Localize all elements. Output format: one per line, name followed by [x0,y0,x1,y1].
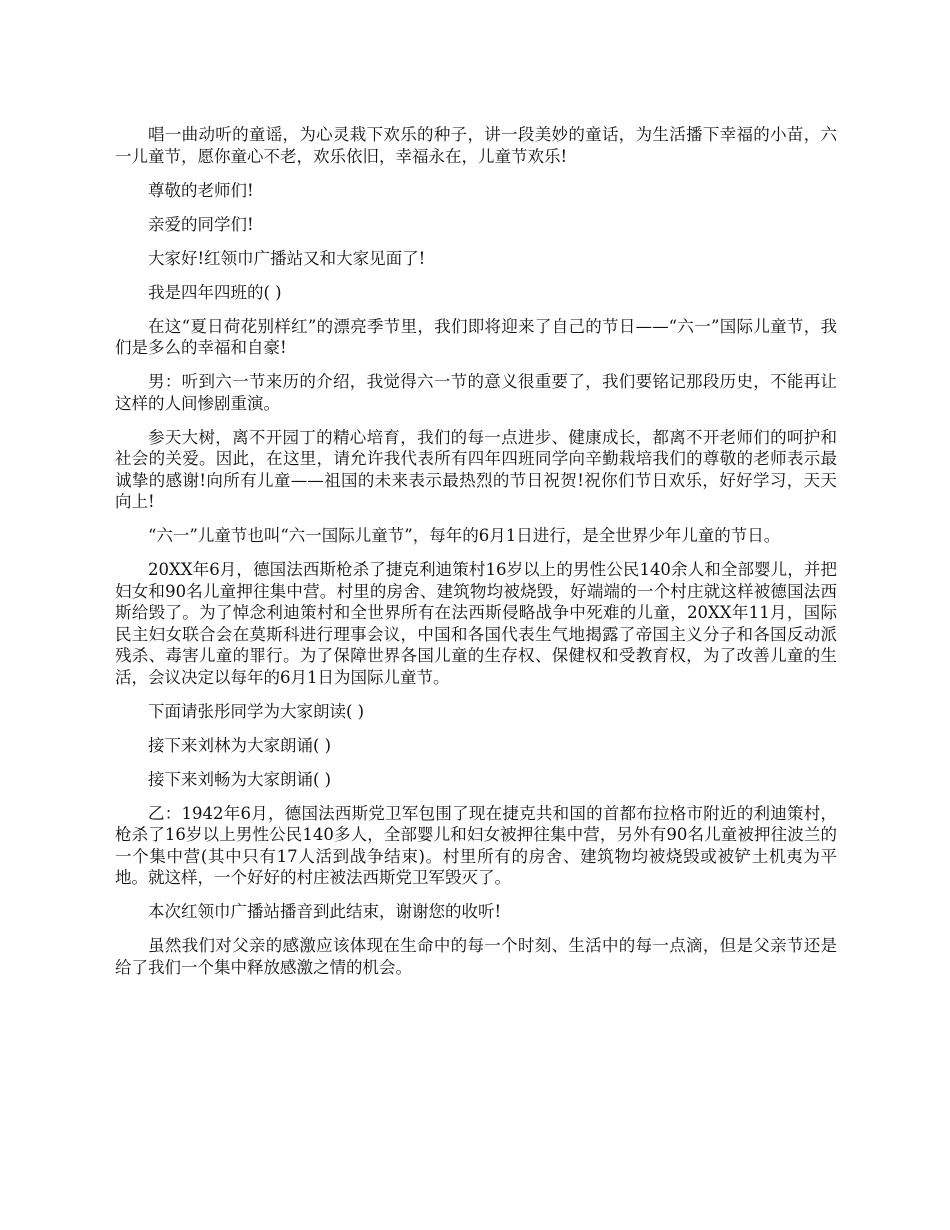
paragraph-reading-2: 接下来刘林为大家朗诵( ) [148,735,332,755]
paragraph-thanks: 参天大树，离不开园丁的精心培育，我们的每一点进步、健康成长，都离不开老师们的呵护和社会的关爱。因此，在这里，请允许我代表所有四年四班同学向辛勤栽培我们的尊敬的老师表示最诚挚的感谢!向所有儿童——祖国的未来表示最热烈的节日祝贺!祝你们节日欢乐，好好学习，天天向上! [115,427,837,511]
paragraph-greeting-teachers: 尊敬的老师们! [148,180,254,200]
paragraph-intro: 唱一曲动听的童谣，为心灵栽下欢乐的种子，讲一段美妙的童话，为生活播下幸福的小苗，六一儿童节，愿你童心不老，欢乐依旧，幸福永在，儿童节欢乐! [115,125,837,166]
paragraph-fathers-day: 虽然我们对父亲的感激应该体现在生命中的每一个时刻、生活中的每一点滴，但是父亲节还是给了我们一个集中释放感激之情的机会。 [115,936,837,977]
paragraph-definition: “六一”儿童节也叫“六一国际儿童节”，每年的6月1日进行，是全世界少年儿童的节日。 [148,526,781,545]
paragraph-class-intro: 我是四年四班的( ) [148,282,282,302]
document-body [115,124,837,991]
paragraph-hello: 大家好!红领巾广播站又和大家见面了! [148,248,426,268]
paragraph-reading-3: 接下来刘畅为大家朗诵( ) [148,769,332,789]
paragraph-closing: 本次红领巾广播站播音到此结束，谢谢您的收听! [148,902,502,921]
paragraph-reading-1: 下面请张彤同学为大家朗读( ) [148,701,365,721]
paragraph-origin: 20XX年6月，德国法西斯枪杀了捷克利迪策村16岁以上的男性公民140余人和全部婴儿，并把妇女和90名儿童押往集中营。村里的房舍、建筑物均被烧毁，好端端的一个村庄就这样被德国法西斯给毁了。为了悼念利迪策村和全世界所有在法西斯侵略战争中死难的儿童，20XX年11月，国际民主妇女联合会在莫斯科进行理事会议，中国和各国代表生气地揭露了帝国主义分子和各国反动派残杀、毒害儿童的罪行。为了保障世界各国儿童的生存权、保健权和受教育权，为了改善儿童的生活，会议决定以每年的6月1日为国际儿童节。 [115,560,837,687]
paragraph-history-b: 乙：1942年6月，德国法西斯党卫军包围了现在捷克共和国的首都布拉格市附近的利迪策村，枪杀了16岁以上男性公民140多人，全部婴儿和妇女被押往集中营，另外有90名儿童被押往波兰的一个集中营(其中只有17人活到战争结束)。村里所有的房舍、建筑物均被烧毁或被铲土机夷为平地。就这样，一个好好的村庄被法西斯党卫军毁灭了。 [115,803,837,887]
paragraph-season: 在这“夏日荷花别样红”的漂亮季节里，我们即将迎来了自己的节日——“六一”国际儿童节，我们是多么的幸福和自豪! [115,316,837,357]
paragraph-greeting-students: 亲爱的同学们! [148,214,254,234]
paragraph-history-male: 男：听到六一节来历的介绍，我觉得六一节的意义很重要了，我们要铭记那段历史，不能再让这样的人间惨剧重演。 [115,372,837,413]
